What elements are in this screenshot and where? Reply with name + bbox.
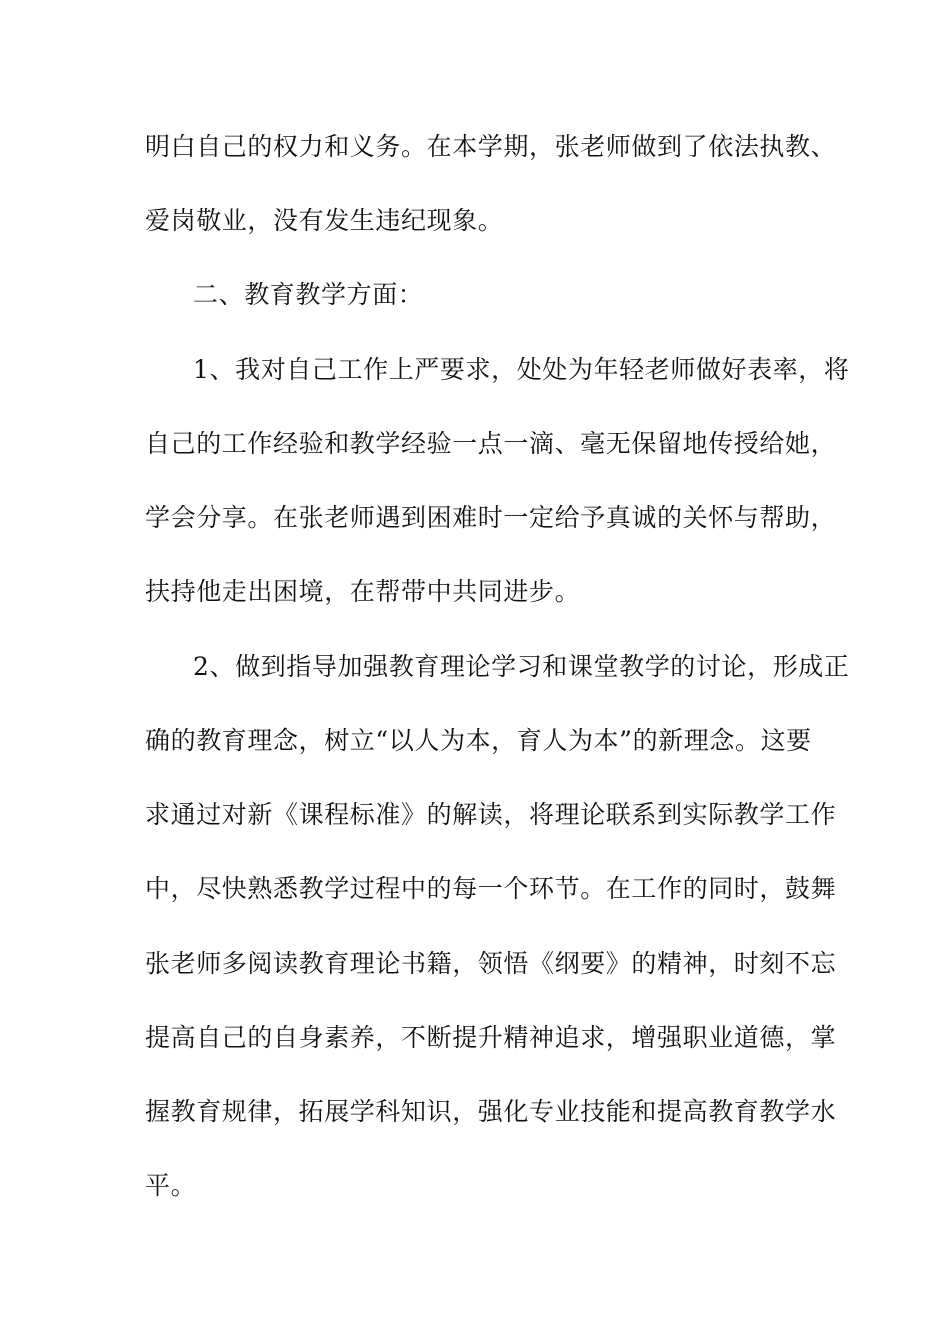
text-line: 自己的工作经验和教学经验一点一滴、毫无保留地传授给她， — [145, 429, 837, 458]
text-line: 明白自己的权力和义务。在本学期，张老师做到了依法执教、 — [145, 132, 837, 161]
text-line: 扶持他走出困境，在帮带中共同进步。 — [145, 577, 581, 606]
section-heading: 二、教育教学方面： — [193, 280, 424, 309]
text-line: 提高自己的自身素养，不断提升精神追求，增强职业道德，掌 — [145, 1023, 837, 1052]
text-line: 张老师多阅读教育理论书籍，领悟《纲要》的精神，时刻不忘 — [145, 949, 837, 978]
text-line: 平。 — [145, 1171, 197, 1200]
text-line: 中，尽快熟悉教学过程中的每一个环节。在工作的同时，鼓舞 — [145, 874, 837, 903]
text-line: 2、做到指导加强教育理论学习和课堂教学的讨论，形成正 — [193, 652, 850, 681]
text-line: 握教育规律，拓展学科知识，强化专业技能和提高教育教学水 — [145, 1097, 837, 1126]
text-line: 求通过对新《课程标准》的解读，将理论联系到实际教学工作 — [145, 800, 837, 829]
text-line: 1、我对自己工作上严要求，处处为年轻老师做好表率，将 — [193, 355, 850, 384]
text-line: 学会分享。在张老师遇到困难时一定给予真诚的关怀与帮助， — [145, 503, 837, 532]
text-line: 爱岗敬业，没有发生违纪现象。 — [145, 206, 504, 235]
text-line: 确的教育理念，树立“以人为本，育人为本”的新理念。这要 — [145, 726, 812, 755]
